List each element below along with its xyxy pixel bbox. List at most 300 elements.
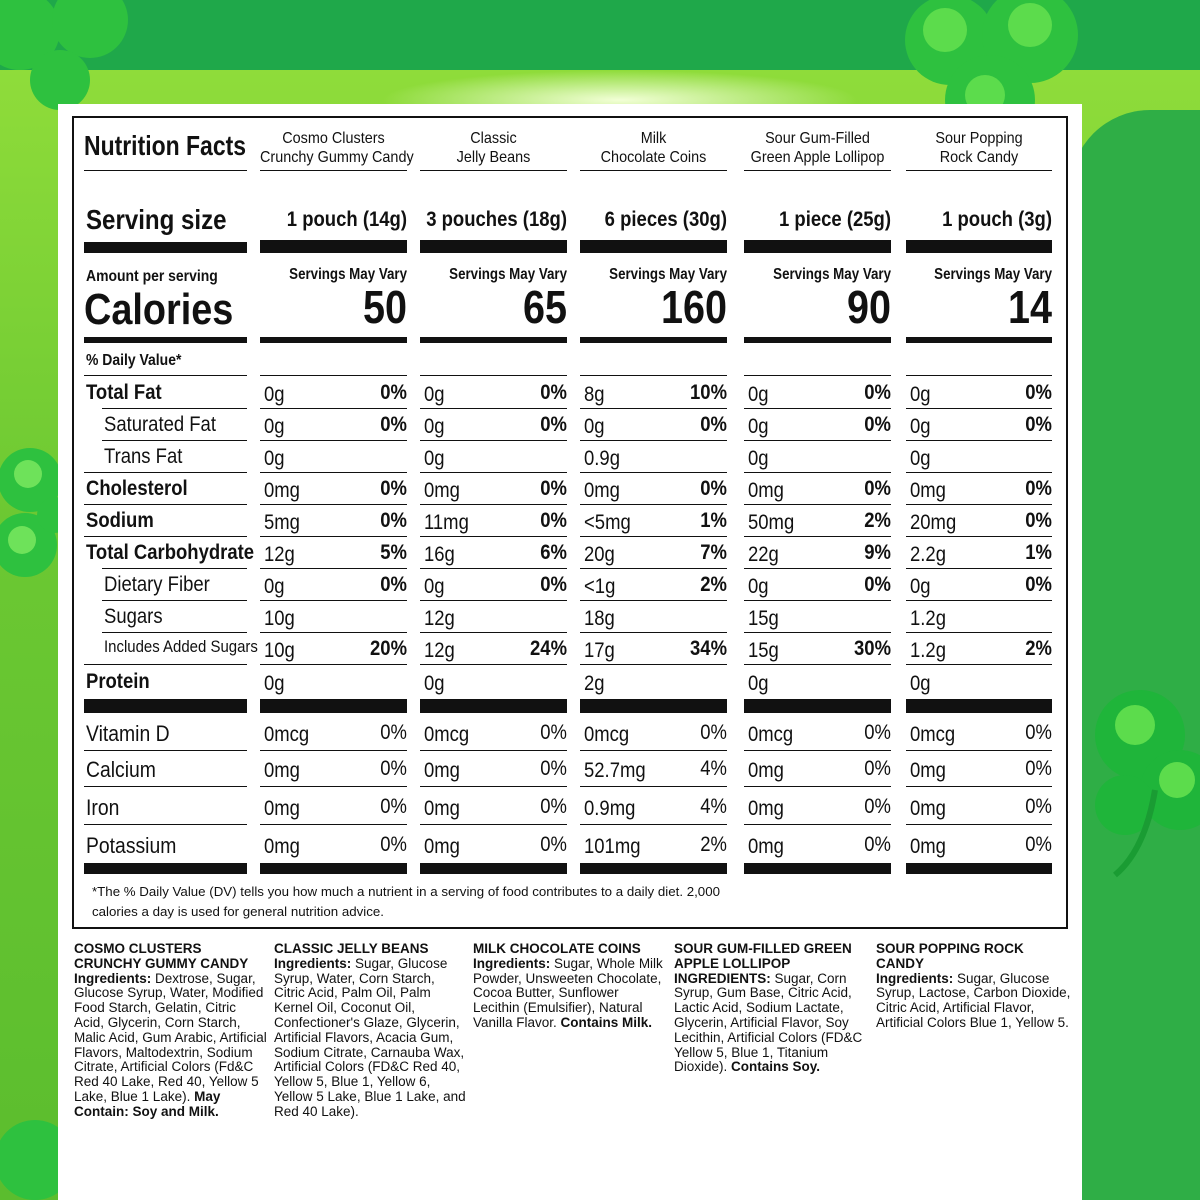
amount-added_sugars: 12g: [424, 639, 455, 662]
amount-protein: 0g: [748, 672, 769, 695]
rule-line: [906, 750, 1052, 751]
ingredient-label: Ingredients:: [876, 970, 954, 986]
rule-line: [580, 472, 727, 473]
serving-size-value: 6 pieces (30g): [604, 207, 727, 231]
thick-rule: [260, 863, 407, 874]
rule-line: [102, 408, 247, 409]
servings-note: Servings May Vary: [289, 266, 407, 283]
serving-size-value: 1 piece (25g): [778, 207, 891, 231]
amount-total_carbohydrate: 20g: [584, 543, 615, 566]
rule-line: [906, 472, 1052, 473]
rule-line: [420, 664, 567, 665]
amount-dietary_fiber: 0g: [424, 575, 445, 598]
amount-sodium: <5mg: [584, 511, 631, 534]
thick-rule: [744, 699, 891, 713]
amount-calcium: 0mg: [424, 759, 460, 782]
ingredient-product-name: SOUR GUM-FILLED GREEN APPLE LOLLIPOP: [674, 941, 852, 971]
rule-line: [580, 504, 727, 505]
amount-saturated_fat: 0g: [910, 415, 931, 438]
amount-added_sugars: 17g: [584, 639, 615, 662]
dv-dietary_fiber: 0%: [864, 573, 891, 596]
calories-value: 65: [522, 281, 567, 333]
thick-rule: [906, 699, 1052, 713]
dv-cholesterol: 0%: [864, 477, 891, 500]
thick-rule: [84, 242, 247, 253]
amount-vitamin_d: 0mcg: [748, 723, 794, 746]
amount-trans_fat: 0g: [264, 447, 285, 470]
dv-added_sugars: 20%: [370, 637, 407, 660]
dv-vitamin_d: 0%: [1025, 721, 1052, 744]
rule-line: [906, 440, 1052, 441]
rule-line: [580, 375, 727, 376]
rule-line: [420, 504, 567, 505]
amount-total_fat: 0g: [910, 383, 931, 406]
dv-total_fat: 0%: [540, 381, 567, 404]
servings-note: Servings May Vary: [449, 266, 567, 283]
product-name: [420, 129, 567, 167]
rule-line: [580, 786, 727, 787]
amount-saturated_fat: 0g: [424, 415, 445, 438]
allergen-warning: Contains Soy.: [731, 1059, 821, 1075]
rule-line: [906, 824, 1052, 825]
calories-value: 50: [362, 281, 407, 333]
dv-added_sugars: 34%: [690, 637, 727, 660]
amount-vitamin_d: 0mcg: [584, 723, 630, 746]
ingredient-text: Sugar, Glucose Syrup, Lactose, Carbon Dioxide, Citric Acid, Artificial Flavor, Artificial Colors Blue 1, Yellow 5.: [876, 970, 1071, 1030]
medium-rule: [906, 337, 1052, 343]
rule-line: [744, 408, 891, 409]
rule-line: [84, 170, 247, 171]
ingredient-text: Sugar, Whole Milk Powder, Unsweeten Chocolate, Cocoa Butter, Sunflower Lecithin (Emulsifier), Natural Vanilla Flavor.: [473, 955, 663, 1030]
rule-line: [102, 632, 247, 633]
amount-sugars: 18g: [584, 607, 615, 630]
amount-total_fat: 0g: [748, 383, 769, 406]
medium-rule: [84, 337, 247, 343]
rule-line: [906, 375, 1052, 376]
thick-rule: [906, 863, 1052, 874]
ingredient-product-name: SOUR POPPING ROCK CANDY: [876, 941, 1024, 971]
amount-iron: 0mg: [748, 797, 784, 820]
rule-line: [260, 632, 407, 633]
ingredient-label: Ingredients:: [74, 970, 152, 986]
dv-calcium: 0%: [864, 757, 891, 780]
dv-sodium: 0%: [1025, 509, 1052, 532]
nutrient-label-potassium: Potassium: [86, 833, 177, 858]
amount-calcium: 0mg: [748, 759, 784, 782]
thick-rule: [420, 240, 567, 253]
product-name: [906, 129, 1052, 167]
amount-sugars: 15g: [748, 607, 779, 630]
thick-rule: [420, 863, 567, 874]
dv-sodium: 0%: [540, 509, 567, 532]
rule-line: [84, 536, 247, 537]
amount-vitamin_d: 0mcg: [424, 723, 470, 746]
amount-sodium: 5mg: [264, 511, 300, 534]
nutrient-label-trans_fat: Trans Fat: [104, 445, 183, 468]
shamrock-icon: [0, 0, 140, 110]
nutrient-label-total_fat: Total Fat: [86, 381, 162, 404]
thick-rule: [84, 863, 247, 874]
product-name-line: Crunchy Gummy Candy: [260, 149, 414, 166]
rule-line: [744, 472, 891, 473]
servings-note: Servings May Vary: [773, 266, 891, 283]
amount-iron: 0mg: [910, 797, 946, 820]
rule-line: [744, 375, 891, 376]
rule-line: [260, 504, 407, 505]
product-name-line: Chocolate Coins: [600, 149, 707, 166]
nutrient-label-total_carbohydrate: Total Carbohydrate: [86, 541, 255, 564]
dv-cholesterol: 0%: [540, 477, 567, 500]
amount-dietary_fiber: 0g: [748, 575, 769, 598]
rule-line: [84, 824, 247, 825]
ingredient-product-name: COSMO CLUSTERS CRUNCHY GUMMY CANDY: [74, 941, 249, 971]
thick-rule: [580, 863, 727, 874]
ingredient-list: [473, 957, 668, 1031]
rule-line: [84, 504, 247, 505]
amount-sodium: 20mg: [910, 511, 957, 534]
amount-vitamin_d: 0mcg: [910, 723, 956, 746]
amount-potassium: 0mg: [264, 835, 300, 858]
medium-rule: [420, 337, 567, 343]
rule-line: [744, 664, 891, 665]
product-name: [260, 129, 414, 167]
ingredient-block: [274, 942, 469, 1120]
dv-total_fat: 0%: [1025, 381, 1052, 404]
serving-size-label: Serving size: [86, 204, 227, 235]
dv-total_carbohydrate: 6%: [540, 541, 567, 564]
amount-iron: 0mg: [424, 797, 460, 820]
rule-line: [420, 600, 567, 601]
rule-line: [260, 750, 407, 751]
ingredient-product-name: MILK CHOCOLATE COINS: [473, 941, 641, 956]
ingredient-text: Sugar, Corn Syrup, Gum Base, Citric Acid, Lactic Acid, Sodium Lactate, Glycerin, Artificial Flavor, Soy Lecithin, Artificial Colors (FD&C Yellow 5, Blue 1, Titanium Dioxide).: [674, 970, 863, 1075]
rule-line: [260, 375, 407, 376]
thick-rule: [744, 863, 891, 874]
amount-calcium: 0mg: [910, 759, 946, 782]
rule-line: [420, 750, 567, 751]
product-name-line: Classic: [470, 130, 517, 147]
dv-total_carbohydrate: 7%: [700, 541, 727, 564]
thick-rule: [84, 699, 247, 713]
rule-line: [580, 170, 727, 171]
rule-line: [744, 568, 891, 569]
rule-line: [260, 472, 407, 473]
serving-size-value: 1 pouch (3g): [942, 207, 1052, 231]
amount-potassium: 101mg: [584, 835, 641, 858]
ingredient-text: Dextrose, Sugar, Glucose Syrup, Water, Modified Food Starch, Gelatin, Citric Acid, Glycerin, Corn Starch, Malic Acid, Gum Arabic, Artificial Flavors, Maltodextrin, Sodium Citrate, Artificial Colors (Fd&C Red 40 Lake, Red 40, Yellow 5 Lake, Blue 1 Lake).: [74, 970, 267, 1104]
rule-line: [744, 750, 891, 751]
amount-dietary_fiber: 0g: [910, 575, 931, 598]
amount-potassium: 0mg: [910, 835, 946, 858]
amount-calcium: 0mg: [264, 759, 300, 782]
amount-cholesterol: 0mg: [584, 479, 620, 502]
rule-line: [580, 568, 727, 569]
rule-line: [420, 375, 567, 376]
rule-line: [260, 408, 407, 409]
amount-sugars: 12g: [424, 607, 455, 630]
rule-line: [102, 600, 247, 601]
thick-rule: [580, 240, 727, 253]
rule-line: [420, 408, 567, 409]
ingredient-block: [473, 942, 668, 1031]
calories-value: 160: [660, 281, 727, 333]
dv-calcium: 0%: [540, 757, 567, 780]
rule-line: [420, 824, 567, 825]
rule-line: [744, 600, 891, 601]
background-right-block: [1070, 110, 1200, 1200]
dv-vitamin_d: 0%: [380, 721, 407, 744]
rule-line: [580, 632, 727, 633]
thick-rule: [260, 240, 407, 253]
dv-saturated_fat: 0%: [864, 413, 891, 436]
amount-saturated_fat: 0g: [264, 415, 285, 438]
dv-cholesterol: 0%: [1025, 477, 1052, 500]
product-name-line: Cosmo Clusters: [282, 130, 385, 147]
amount-cholesterol: 0mg: [910, 479, 946, 502]
amount-added_sugars: 1.2g: [910, 639, 946, 662]
daily-value-label: % Daily Value*: [86, 352, 182, 369]
ingredient-list: [274, 957, 469, 1120]
dv-total_carbohydrate: 9%: [864, 541, 891, 564]
dv-potassium: 0%: [1025, 833, 1052, 856]
amount-total_carbohydrate: 12g: [264, 543, 295, 566]
rule-line: [260, 786, 407, 787]
dv-iron: 0%: [1025, 795, 1052, 818]
rule-line: [744, 440, 891, 441]
dv-potassium: 0%: [540, 833, 567, 856]
thick-rule: [906, 240, 1052, 253]
amount-protein: 0g: [264, 672, 285, 695]
amount-protein: 0g: [424, 672, 445, 695]
ingredient-block: [74, 942, 269, 1120]
dv-sodium: 1%: [700, 509, 727, 532]
rule-line: [580, 440, 727, 441]
rule-line: [580, 824, 727, 825]
rule-line: [906, 170, 1052, 171]
ingredient-list: [674, 972, 869, 1076]
amount-calcium: 52.7mg: [584, 759, 646, 782]
amount-iron: 0.9mg: [584, 797, 636, 820]
product-name: [744, 129, 891, 167]
rule-line: [260, 536, 407, 537]
amount-sugars: 1.2g: [910, 607, 946, 630]
rule-line: [744, 632, 891, 633]
rule-line: [420, 170, 567, 171]
allergen-warning: May Contain: Soy and Milk.: [74, 1088, 221, 1119]
dv-dietary_fiber: 0%: [380, 573, 407, 596]
nutrient-label-sodium: Sodium: [86, 509, 154, 532]
nutrient-label-protein: Protein: [86, 670, 150, 693]
amount-dietary_fiber: <1g: [584, 575, 616, 598]
allergen-warning: Contains Milk.: [560, 1014, 653, 1030]
rule-line: [420, 786, 567, 787]
servings-note: Servings May Vary: [934, 266, 1052, 283]
dv-calcium: 0%: [380, 757, 407, 780]
dv-added_sugars: 30%: [854, 637, 891, 660]
nutrient-label-iron: Iron: [86, 795, 120, 820]
rule-line: [744, 786, 891, 787]
dv-total_fat: 0%: [864, 381, 891, 404]
ingredient-list: [876, 972, 1071, 1031]
dv-cholesterol: 0%: [700, 477, 727, 500]
rule-line: [102, 440, 247, 441]
product-name-line: Sour Gum-Filled: [765, 130, 870, 147]
medium-rule: [580, 337, 727, 343]
serving-size-value: 1 pouch (14g): [286, 207, 407, 231]
thick-rule: [580, 699, 727, 713]
rule-line: [906, 568, 1052, 569]
product-name: [580, 129, 727, 167]
amount-sodium: 11mg: [424, 511, 469, 534]
rule-line: [84, 375, 247, 376]
rule-line: [744, 824, 891, 825]
nutrient-label-saturated_fat: Saturated Fat: [104, 413, 216, 436]
thick-rule: [744, 240, 891, 253]
dv-potassium: 2%: [700, 833, 727, 856]
servings-note: Servings May Vary: [609, 266, 727, 283]
rule-line: [906, 408, 1052, 409]
ingredient-block: [674, 942, 869, 1075]
dv-vitamin_d: 0%: [540, 721, 567, 744]
amount-sodium: 50mg: [748, 511, 795, 534]
rule-line: [260, 664, 407, 665]
amount-protein: 2g: [584, 672, 605, 695]
dv-cholesterol: 0%: [380, 477, 407, 500]
rule-line: [260, 440, 407, 441]
amount-dietary_fiber: 0g: [264, 575, 285, 598]
dv-dietary_fiber: 0%: [1025, 573, 1052, 596]
amount-total_fat: 8g: [584, 383, 605, 406]
amount-cholesterol: 0mg: [264, 479, 300, 502]
dv-saturated_fat: 0%: [540, 413, 567, 436]
dv-added_sugars: 2%: [1025, 637, 1052, 660]
amount-cholesterol: 0mg: [424, 479, 460, 502]
nutrition-facts-title: Nutrition Facts: [84, 130, 247, 161]
dv-iron: 0%: [864, 795, 891, 818]
dv-total_fat: 10%: [690, 381, 727, 404]
nutrient-label-calcium: Calcium: [86, 757, 156, 782]
product-name-line: Milk: [640, 130, 667, 147]
rule-line: [84, 750, 247, 751]
serving-size-value: 3 pouches (18g): [426, 207, 567, 231]
amount-vitamin_d: 0mcg: [264, 723, 310, 746]
nutrient-label-vitamin_d: Vitamin D: [86, 721, 170, 746]
dv-calcium: 4%: [700, 757, 727, 780]
rule-line: [420, 536, 567, 537]
amount-sugars: 10g: [264, 607, 295, 630]
amount-trans_fat: 0g: [910, 447, 931, 470]
amount-saturated_fat: 0g: [748, 415, 769, 438]
rule-line: [906, 632, 1052, 633]
rule-line: [744, 504, 891, 505]
dv-iron: 4%: [700, 795, 727, 818]
rule-line: [580, 536, 727, 537]
amount-per-serving-label: Amount per serving: [86, 268, 218, 285]
thick-rule: [420, 699, 567, 713]
dv-dietary_fiber: 2%: [700, 573, 727, 596]
nutrient-label-added_sugars: Includes Added Sugars: [104, 637, 258, 656]
rule-line: [420, 632, 567, 633]
shamrock-icon: [1085, 680, 1200, 880]
dv-saturated_fat: 0%: [700, 413, 727, 436]
dv-sodium: 2%: [864, 509, 891, 532]
dv-calcium: 0%: [1025, 757, 1052, 780]
rule-line: [84, 664, 247, 665]
ingredient-label: INGREDIENTS:: [674, 970, 771, 986]
rule-line: [906, 536, 1052, 537]
calories-value: 14: [1007, 281, 1052, 333]
rule-line: [580, 664, 727, 665]
dv-dietary_fiber: 0%: [540, 573, 567, 596]
amount-iron: 0mg: [264, 797, 300, 820]
rule-line: [906, 504, 1052, 505]
amount-saturated_fat: 0g: [584, 415, 605, 438]
nutrient-label-sugars: Sugars: [104, 605, 163, 628]
rule-line: [84, 786, 247, 787]
rule-line: [420, 568, 567, 569]
ingredient-label: Ingredients:: [274, 955, 352, 971]
dv-total_fat: 0%: [380, 381, 407, 404]
rule-line: [260, 600, 407, 601]
amount-added_sugars: 10g: [264, 639, 295, 662]
product-name-line: Green Apple Lollipop: [750, 149, 885, 166]
ingredient-block: [876, 942, 1071, 1031]
amount-total_fat: 0g: [264, 383, 285, 406]
dv-saturated_fat: 0%: [380, 413, 407, 436]
rule-line: [260, 170, 407, 171]
rule-line: [580, 600, 727, 601]
calories-value: 90: [846, 281, 891, 333]
product-name-line: Sour Popping: [935, 130, 1023, 147]
rule-line: [580, 408, 727, 409]
rule-line: [906, 600, 1052, 601]
dv-vitamin_d: 0%: [700, 721, 727, 744]
amount-trans_fat: 0g: [424, 447, 445, 470]
amount-protein: 0g: [910, 672, 931, 695]
dv-vitamin_d: 0%: [864, 721, 891, 744]
amount-total_fat: 0g: [424, 383, 445, 406]
nutrient-label-dietary_fiber: Dietary Fiber: [104, 573, 210, 596]
dv-total_carbohydrate: 5%: [380, 541, 407, 564]
dv-total_carbohydrate: 1%: [1025, 541, 1052, 564]
amount-cholesterol: 0mg: [748, 479, 784, 502]
ingredient-text: Sugar, Glucose Syrup, Water, Corn Starch, Citric Acid, Palm Oil, Palm Kernel Oil, Coconut Oil, Confectioner's Glaze, Glycerin, Artificial Flavors, Acacia Gum, Sodium Citrate, Carnauba Wax, Artificial Colors (FD&C Red 40, Yellow 5, Blue 1, Yellow 6, Yellow 5 Lake, Blue 1 Lake, and Red 40 Lake).: [274, 955, 466, 1119]
dv-potassium: 0%: [864, 833, 891, 856]
dv-iron: 0%: [380, 795, 407, 818]
medium-rule: [260, 337, 407, 343]
rule-line: [420, 472, 567, 473]
rule-line: [906, 786, 1052, 787]
amount-potassium: 0mg: [748, 835, 784, 858]
thick-rule: [260, 699, 407, 713]
rule-line: [744, 170, 891, 171]
rule-line: [420, 440, 567, 441]
amount-potassium: 0mg: [424, 835, 460, 858]
calories-label: Calories: [84, 285, 234, 334]
rule-line: [580, 750, 727, 751]
rule-line: [260, 568, 407, 569]
rule-line: [260, 824, 407, 825]
amount-trans_fat: 0g: [748, 447, 769, 470]
ingredient-label: Ingredients:: [473, 955, 551, 971]
dv-saturated_fat: 0%: [1025, 413, 1052, 436]
dv-sodium: 0%: [380, 509, 407, 532]
product-name-line: Rock Candy: [939, 149, 1019, 166]
rule-line: [906, 664, 1052, 665]
dv-added_sugars: 24%: [530, 637, 567, 660]
dv-potassium: 0%: [380, 833, 407, 856]
medium-rule: [744, 337, 891, 343]
